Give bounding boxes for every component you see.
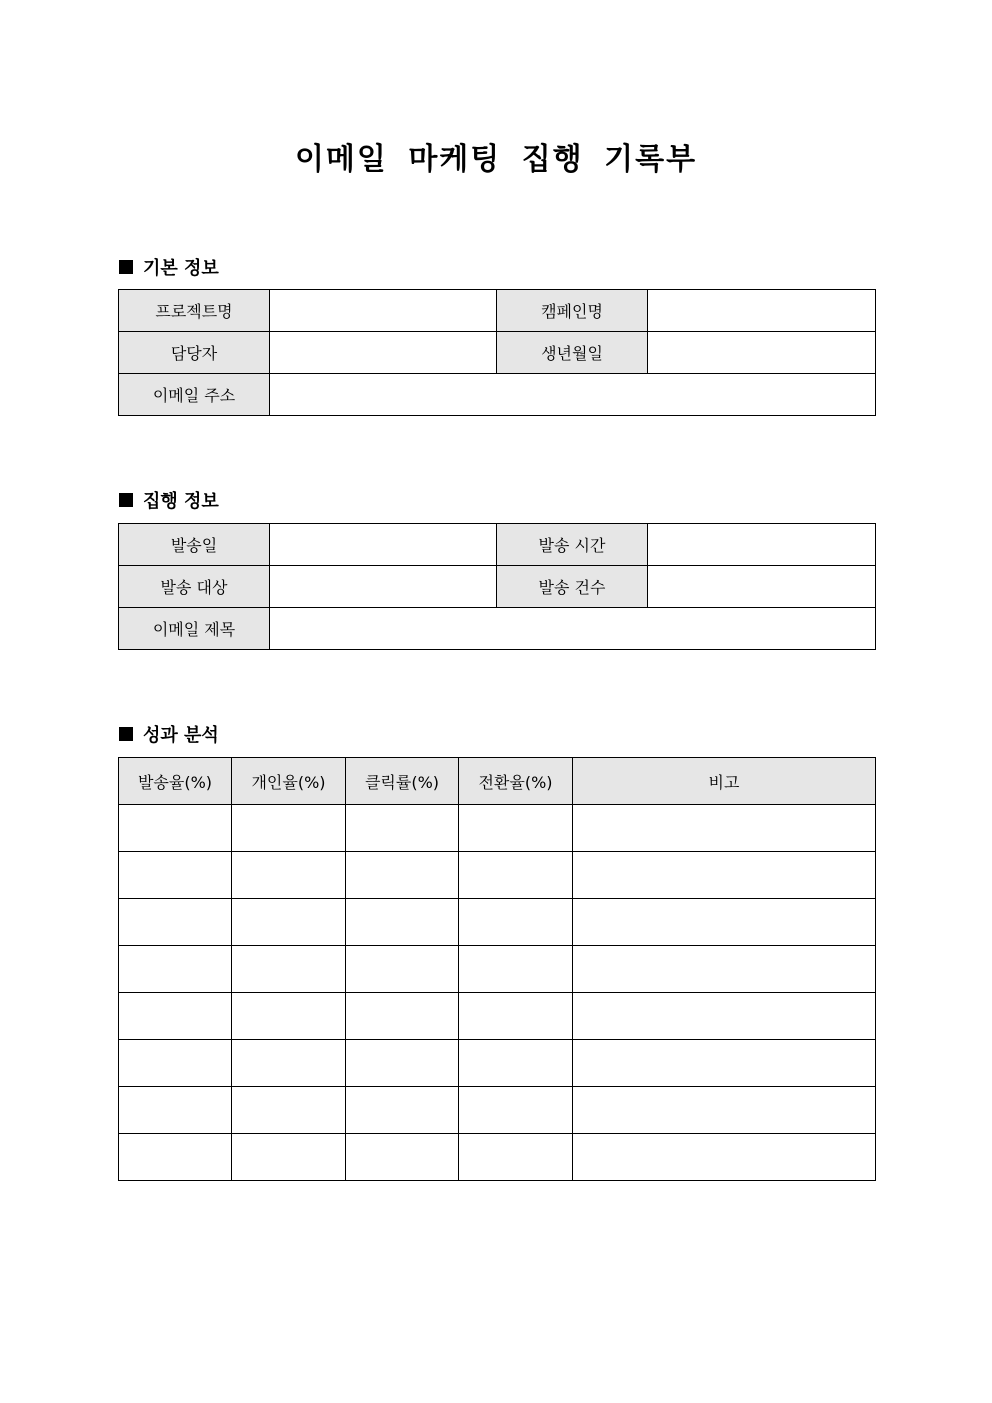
remarks-cell[interactable]	[573, 1040, 876, 1087]
click-rate-cell[interactable]	[346, 993, 459, 1040]
project-name-label: 프로젝트명	[119, 290, 270, 332]
email-subject-field[interactable]	[270, 608, 876, 650]
send-target-label: 발송 대상	[119, 566, 270, 608]
remarks-cell[interactable]	[573, 993, 876, 1040]
remarks-cell[interactable]	[573, 946, 876, 993]
send-target-field[interactable]	[270, 566, 497, 608]
delivery-rate-cell[interactable]	[119, 899, 232, 946]
click-rate-cell[interactable]	[346, 852, 459, 899]
send-date-label: 발송일	[119, 524, 270, 566]
remarks-cell[interactable]	[573, 805, 876, 852]
open-rate-cell[interactable]	[232, 805, 346, 852]
click-rate-cell[interactable]	[346, 1134, 459, 1181]
open-rate-cell[interactable]	[232, 1087, 346, 1134]
table-row	[119, 566, 876, 608]
delivery-rate-cell[interactable]	[119, 1087, 232, 1134]
table-row	[119, 332, 876, 374]
column-header-open-rate: 개인율(%)	[232, 758, 346, 805]
table-row	[119, 852, 876, 899]
performance-table-body	[119, 805, 876, 1181]
conversion-rate-cell[interactable]	[459, 946, 573, 993]
delivery-rate-cell[interactable]	[119, 1134, 232, 1181]
delivery-rate-cell[interactable]	[119, 852, 232, 899]
birthdate-field[interactable]	[648, 332, 876, 374]
delivery-rate-cell[interactable]	[119, 1040, 232, 1087]
table-row	[119, 993, 876, 1040]
send-time-label: 발송 시간	[497, 524, 648, 566]
remarks-cell[interactable]	[573, 899, 876, 946]
open-rate-cell[interactable]	[232, 993, 346, 1040]
square-bullet-icon	[119, 727, 133, 741]
remarks-cell[interactable]	[573, 1134, 876, 1181]
conversion-rate-cell[interactable]	[459, 993, 573, 1040]
remarks-cell[interactable]	[573, 852, 876, 899]
email-subject-label: 이메일 제목	[119, 608, 270, 650]
section-heading-performance	[119, 721, 219, 747]
campaign-name-field[interactable]	[648, 290, 876, 332]
conversion-rate-cell[interactable]	[459, 1040, 573, 1087]
manager-field[interactable]	[270, 332, 497, 374]
execution-info-table	[118, 523, 876, 650]
conversion-rate-cell[interactable]	[459, 805, 573, 852]
open-rate-cell[interactable]	[232, 899, 346, 946]
open-rate-cell[interactable]	[232, 946, 346, 993]
column-header-click-rate: 클릭률(%)	[346, 758, 459, 805]
conversion-rate-cell[interactable]	[459, 1087, 573, 1134]
performance-table	[118, 757, 876, 1181]
open-rate-cell[interactable]	[232, 1134, 346, 1181]
open-rate-cell[interactable]	[232, 852, 346, 899]
conversion-rate-cell[interactable]	[459, 899, 573, 946]
open-rate-cell[interactable]	[232, 1040, 346, 1087]
table-row	[119, 608, 876, 650]
table-row	[119, 946, 876, 993]
delivery-rate-cell[interactable]	[119, 805, 232, 852]
table-row	[119, 805, 876, 852]
conversion-rate-cell[interactable]	[459, 852, 573, 899]
delivery-rate-cell[interactable]	[119, 993, 232, 1040]
basic-info-table	[118, 289, 876, 416]
email-address-field[interactable]	[270, 374, 876, 416]
conversion-rate-cell[interactable]	[459, 1134, 573, 1181]
send-time-field[interactable]	[648, 524, 876, 566]
click-rate-cell[interactable]	[346, 946, 459, 993]
campaign-name-label: 캠페인명	[497, 290, 648, 332]
click-rate-cell[interactable]	[346, 899, 459, 946]
square-bullet-icon	[119, 260, 133, 274]
remarks-cell[interactable]	[573, 1087, 876, 1134]
send-count-field[interactable]	[648, 566, 876, 608]
manager-label: 담당자	[119, 332, 270, 374]
click-rate-cell[interactable]	[346, 1087, 459, 1134]
table-row	[119, 290, 876, 332]
click-rate-cell[interactable]	[346, 805, 459, 852]
column-header-conversion-rate: 전환율(%)	[459, 758, 573, 805]
table-header-row	[119, 758, 876, 805]
send-date-field[interactable]	[270, 524, 497, 566]
send-count-label: 발송 건수	[497, 566, 648, 608]
column-header-remarks: 비고	[573, 758, 876, 805]
table-row	[119, 899, 876, 946]
birthdate-label: 생년월일	[497, 332, 648, 374]
table-row	[119, 1134, 876, 1181]
column-header-delivery-rate: 발송율(%)	[119, 758, 232, 805]
email-address-label: 이메일 주소	[119, 374, 270, 416]
click-rate-cell[interactable]	[346, 1040, 459, 1087]
document-title: 이메일 마케팅 집행 기록부	[294, 142, 698, 177]
section-heading-basic	[119, 254, 219, 280]
delivery-rate-cell[interactable]	[119, 946, 232, 993]
project-name-field[interactable]	[270, 290, 497, 332]
table-row	[119, 374, 876, 416]
table-row	[119, 1087, 876, 1134]
section-heading-execution-text: 집행 정보	[143, 491, 219, 512]
table-row	[119, 1040, 876, 1087]
section-heading-performance-text: 성과 분석	[143, 725, 219, 746]
section-heading-basic-text: 기본 정보	[143, 258, 219, 279]
section-heading-execution	[119, 487, 219, 513]
square-bullet-icon	[119, 493, 133, 507]
table-row	[119, 524, 876, 566]
